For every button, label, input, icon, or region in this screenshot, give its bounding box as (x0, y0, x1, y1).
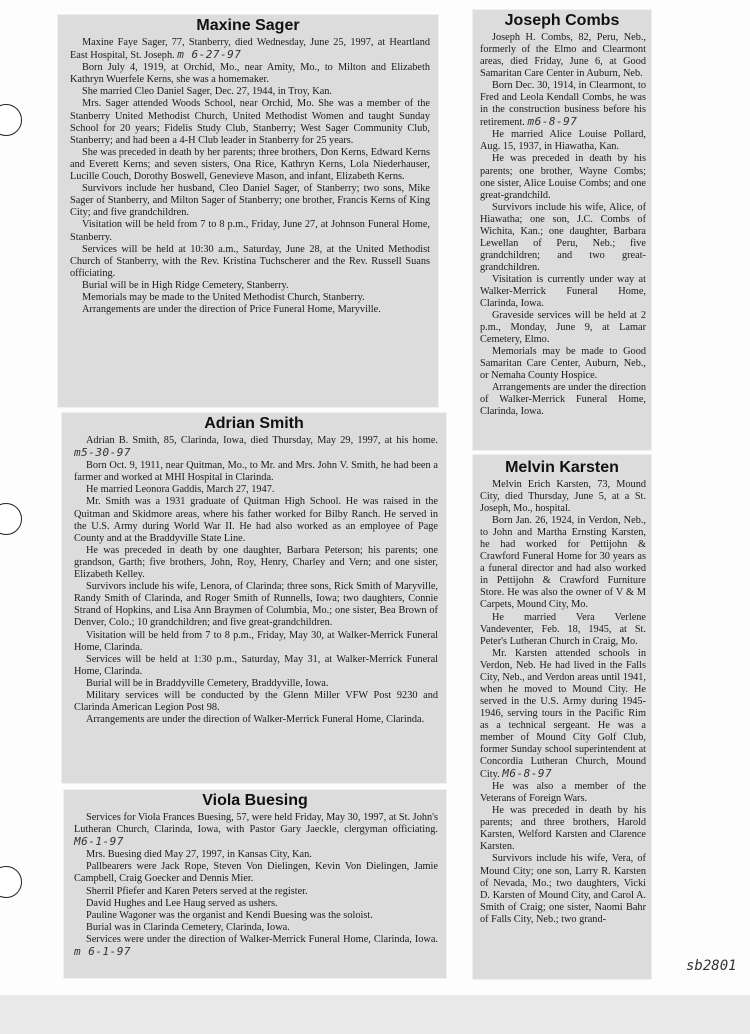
paragraph: She married Cleo Daniel Sager, Dec. 27, 1944, in Troy, Kan. (82, 86, 333, 98)
paragraph: Joseph H. Combs, 82, Peru, Neb., formerly of the Elmo and Clearmont areas, died Friday, June 6, at Good Samaritan Care Center in Auburn, Neb. (480, 32, 646, 80)
paragraph: Born Jan. 26, 1924, in Verdon, Neb., to John and Martha Ernsting Karsten, he had worked for Pettijohn & Crawford Funeral Home for 30 years as a funeral director and had also worked in Pettijohn & Crawford Furniture Store. He was also the owner of V & M Carpets, Mound City, Mo. (480, 515, 646, 611)
paragraph: Graveside services will be held at 2 p.m., Monday, June 9, at Lamar Cemetery, Elmo. (480, 310, 646, 346)
paragraph: Military services will be conducted by the Glenn Miller VFW Post 9230 and Clarinda American Legion Post 98. (74, 689, 438, 714)
page-catalog-note: sb2801 (686, 958, 737, 974)
obituary-title: Viola Buesing (202, 792, 308, 809)
paragraph: Survivors include his wife, Alice, of Hiawatha; one son, J.C. Combs of Wichita, Kan.; one daughter, Barbara Lewellan of Peru, Neb.; five grandchildren; and two great-grandchildren. (480, 201, 646, 273)
obituary-viola-buesing (64, 790, 446, 978)
paragraph: He married Vera Verlene Vandeventer, Feb. 18, 1945, at St. Peter's Lutheran Church in Craig, Mo. (480, 611, 646, 647)
paragraph: Survivors include his wife, Lenora, of Clarinda; three sons, Rick Smith of Maryville, Randy Smith of Clarinda, and Roger Smith of Runnells, Iowa; two daughters, Connie Strand of Hopkins, and Lisa Ann Braymen of Columbia, Mo.; one sister, Bea Brown of Denver, Colo.; 10 grandchildren; and five great-grandchildren. (74, 581, 438, 629)
paragraph: Mr. Karsten attended schools in Verdon, Neb. He had lived in the Falls City, Neb., and Verdon areas until 1941, when he moved to Mound City. He served in the U.S. Army during 1945-1946, serving tours in the Pacific Rim as a technical sergeant. He was a member of Mound City Golf Club, former Sunday school superintendent at Concordia Lutheran Church, Mound City. M6-8-97 (480, 647, 646, 781)
paragraph: Adrian B. Smith, 85, Clarinda, Iowa, died Thursday, May 29, 1997, at his home. m5-30-97 (74, 435, 438, 460)
paragraph: Visitation will be held from 7 to 8 p.m., Friday, May 30, at Walker-Merrick Funeral Home, Clarinda. (74, 629, 438, 653)
paragraph: He was also a member of the Veterans of Foreign Wars. (480, 781, 646, 805)
obituary-body (58, 35, 438, 316)
paragraph: Burial will be in High Ridge Cemetery, Stanberry. (82, 279, 289, 291)
obituary-maxine-sager (58, 15, 438, 407)
paragraph: Survivors include his wife, Vera, of Mound City; one son, Larry R. Karsten of Nevada, Mo.; two daughters, Vicki D. Karsten of Mound City, and Carol A. Smith of Craig; one sister, Naomi Bahr of Falls City, Neb.; two grand- (480, 853, 646, 925)
paragraph: Arrangements are under the direction of Price Funeral Home, Maryville. (82, 304, 381, 316)
obituary-title: Adrian Smith (204, 415, 304, 432)
paragraph: He married Leonora Gaddis, March 27, 1947. (86, 484, 275, 496)
handwritten-date: M6-1-97 (74, 835, 124, 849)
paragraph: Visitation will be held from 7 to 8 p.m., Friday, June 27, at Johnson Funeral Home, Stanberry. (70, 219, 430, 243)
paragraph: Mrs. Sager attended Woods School, near Orchid, Mo. She was a member of the Stanberry United Methodist Church, United Methodist Women and taught Sunday School for 20 years; Fidelis Study Club, Stanberry; West Sager Community Club, Stanberry; and had been a 4-H Club leader in Stanberry for 25 years. (70, 98, 430, 146)
paragraph: Services will be held at 10:30 a.m., Saturday, June 28, at the United Methodist Church of Stanberry, with the Rev. Kristina Tuchscherer and the Rev. Russell Suans officiating. (70, 243, 430, 279)
handwritten-date: m 6-27-97 (177, 48, 242, 62)
paragraph: Mrs. Buesing died May 27, 1997, in Kansas City, Kan. (86, 849, 312, 861)
paragraph: Burial will be in Braddyville Cemetery, Braddyville, Iowa. (86, 677, 329, 689)
paragraph: He was preceded in death by his parents; and three brothers, Harold Karsten, Welford Karsten and Clarence Karsten. (480, 805, 646, 853)
paragraph: Services will be held at 1:30 p.m., Saturday, May 31, at Walker-Merrick Funeral Home, Clarinda. (74, 653, 438, 677)
paragraph: Sherril Pfiefer and Karen Peters served at the register. (86, 885, 308, 897)
obituary-title: Maxine Sager (196, 17, 300, 34)
paragraph: Survivors include her husband, Cleo Daniel Sager, of Stanberry; two sons, Mike Sager of Stanberry, and Milton Sager of Stanberry; one brother, Francis Kerns of King City; and five grandchildren. (70, 183, 430, 219)
paragraph: Born Dec. 30, 1914, in Clearmont, to Fred and Leola Kendall Combs, he was in the construction business before his retirement. m6-8-97 (480, 80, 646, 129)
scan-bottom-margin (0, 995, 750, 1034)
paragraph: Born July 4, 1919, at Orchid, Mo., near Amity, Mo., to Milton and Elizabeth Kathryn Wuerfele Kerns, she was a homemaker. (70, 62, 430, 86)
handwritten-date: m 6-1-97 (74, 945, 131, 959)
obituary-body (62, 433, 446, 726)
paragraph: Burial was in Clarinda Cemetery, Clarinda, Iowa. (86, 921, 290, 933)
handwritten-date: m6-8-97 (527, 115, 578, 129)
paragraph: David Hughes and Lee Haug served as ushers. (86, 897, 278, 909)
paragraph: Visitation is currently under way at Walker-Merrick Funeral Home, Clarinda, Iowa. (480, 273, 646, 310)
obituary-melvin-karsten (473, 455, 651, 979)
paragraph: Arrangements are under the direction of Walker-Merrick Funeral Home, Clarinda. (86, 714, 425, 726)
obituary-body (473, 30, 651, 419)
paragraph: Born Oct. 9, 1911, near Quitman, Mo., to Mr. and Mrs. John V. Smith, he had been a farmer and worked at MHI Hospital in Clarinda. (74, 460, 438, 484)
obituary-title: Melvin Karsten (505, 459, 619, 476)
paragraph: Memorials may be made to the United Methodist Church, Stanberry. (82, 291, 365, 303)
paragraph: He was preceded in death by his parents; one brother, Wayne Combs; one sister, Alice Louise Combs; and one great-grandchild. (480, 153, 646, 201)
paragraph: Arrangements are under the direction of Walker-Merrick Funeral Home, Clarinda, Iowa. (480, 382, 646, 418)
obituary-body (473, 477, 651, 926)
handwritten-date: M6-8-97 (502, 767, 553, 781)
paragraph: Pauline Wagoner was the organist and Kendi Buesing was the soloist. (86, 909, 373, 921)
paragraph: Services were under the direction of Walker-Merrick Funeral Home, Clarinda, Iowa. m 6-1-97 (74, 933, 438, 959)
paragraph: He was preceded in death by one daughter, Barbara Peterson; his parents; one grandson, Garth; five brothers, John, Roy, Henry, Charley and Vern; and one sister, Elizabeth Kelley. (74, 544, 438, 581)
paragraph: Memorials may be made to Good Samaritan Care Center, Auburn, Neb., or Nemaha County Hospice. (480, 346, 646, 382)
obituary-title: Joseph Combs (504, 12, 620, 29)
paragraph: He married Alice Louise Pollard, Aug. 15, 1937, in Hiawatha, Kan. (480, 129, 646, 153)
handwritten-date: m5-30-97 (74, 446, 131, 460)
paragraph: Maxine Faye Sager, 77, Stanberry, died Wednesday, June 25, 1997, at Heartland East Hospital, St. Joseph. m 6-27-97 (70, 37, 430, 62)
obituary-body (64, 810, 446, 959)
paragraph: She was preceded in death by her parents; three brothers, Don Kerns, Edward Kerns and Everett Kerns; and seven sisters, Ona Rice, Kathryn Kerns, Lola Niederhauser, Lucille Couch, Dorothy Boswell, Genevieve Mason, and infant, Elizabeth Kerns. (70, 146, 430, 183)
obituary-joseph-combs (473, 10, 651, 450)
paragraph: Services for Viola Frances Buesing, 57, were held Friday, May 30, 1997, at St. John's Lutheran Church, Clarinda, Iowa, with Pastor Gary Jaeckle, clergyman officiating. M6-1-97 (74, 812, 438, 849)
paragraph: Melvin Erich Karsten, 73, Mound City, died Thursday, June 5, at a St. Joseph, Mo., hospital. (480, 479, 646, 515)
paragraph: Pallbearers were Jack Rope, Steven Von Dielingen, Kevin Von Dielingen, Jamie Campbell, Craig Goecker and Dennis Mier. (74, 861, 438, 885)
obituary-adrian-smith (62, 413, 446, 783)
paragraph: Mr. Smith was a 1931 graduate of Quitman High School. He was raised in the Quitman and Skidmore areas, where his father worked for Bilby Ranch. He served in the U.S. Army during World War II. He had also worked as an employee of Page County and at the Braddyville State Line. (74, 496, 438, 544)
